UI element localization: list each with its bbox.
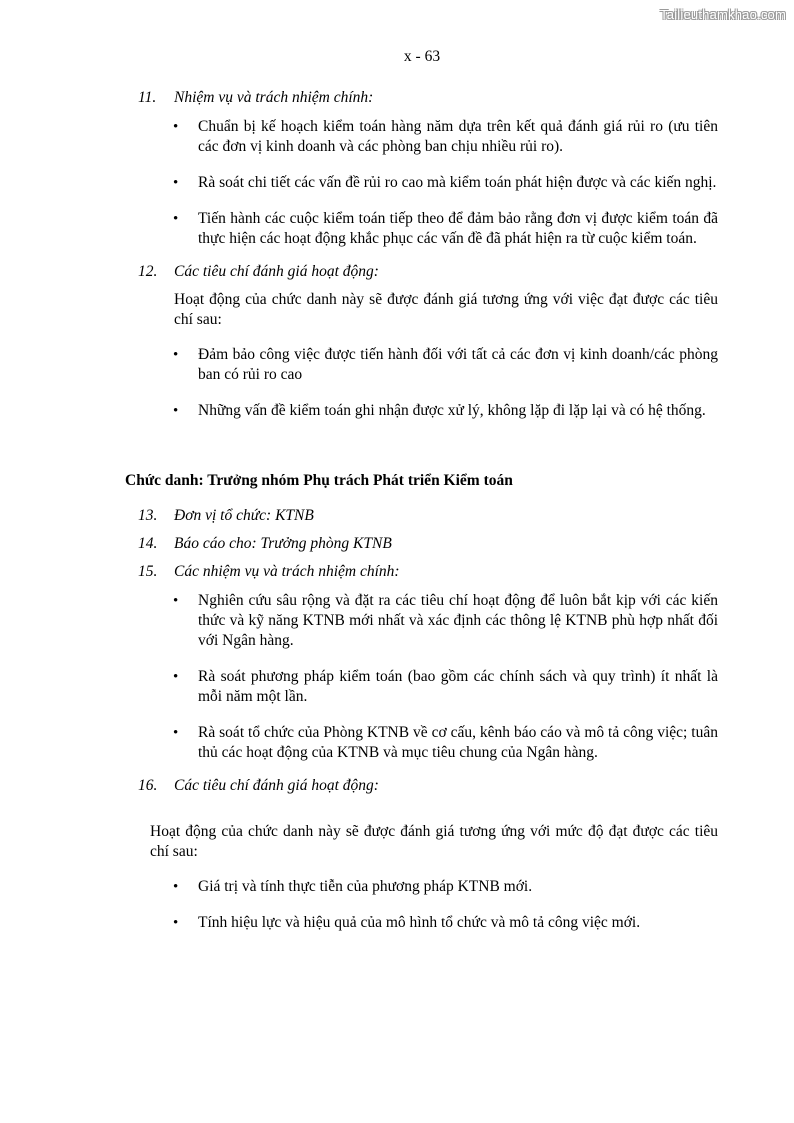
list-item: • Chuẩn bị kế hoạch kiểm toán hàng năm dựa trên kết quả đánh giá rủi ro (ưu tiên các đơn vị kinh doanh và các phòng ban chịu nhiều rủi ro). bbox=[198, 117, 718, 157]
heading-label: Báo cáo cho: Trưởng phòng KTNB bbox=[174, 535, 392, 552]
heading-label: Đơn vị tổ chức: KTNB bbox=[174, 507, 314, 524]
bullet-list-16 bbox=[0, 877, 794, 933]
bullet-list-12 bbox=[0, 345, 794, 421]
heading-14 bbox=[138, 534, 794, 554]
list-item: • Những vấn đề kiểm toán ghi nhận được xử lý, không lặp đi lặp lại và có hệ thống. bbox=[198, 401, 718, 421]
heading-label: Các tiêu chí đánh giá hoạt động: bbox=[174, 263, 379, 280]
heading-number: 15. bbox=[138, 563, 158, 580]
page-number: x - 63 bbox=[403, 48, 441, 65]
bullet-list-15 bbox=[0, 591, 794, 763]
list-item: • Rà soát phương pháp kiểm toán (bao gồm các chính sách và quy trình) ít nhất là mỗi năm một lần. bbox=[198, 667, 718, 707]
paragraph: Hoạt động của chức danh này sẽ được đánh giá tương ứng với việc đạt được các tiêu chí sau: bbox=[174, 291, 718, 328]
list-item: • Rà soát chi tiết các vấn đề rủi ro cao mà kiểm toán phát hiện được và các kiến nghị. bbox=[198, 173, 718, 193]
heading-number: 11. bbox=[138, 89, 157, 106]
heading-number: 16. bbox=[138, 777, 158, 794]
heading-label: Các tiêu chí đánh giá hoạt động: bbox=[174, 777, 379, 794]
list-item: • Nghiên cứu sâu rộng và đặt ra các tiêu chí hoạt động để luôn bắt kịp với các kiến thức và kỹ năng KTNB mới nhất và xác định các thông lệ KTNB phù hợp nhất đối với Ngân hàng. bbox=[198, 591, 718, 651]
list-item: • Rà soát tổ chức của Phòng KTNB về cơ cấu, kênh báo cáo và mô tả công việc; tuân thủ các hoạt động của KTNB và mục tiêu chung của Ngân hàng. bbox=[198, 723, 718, 763]
list-item: • Đảm bảo công việc được tiến hành đối với tất cả các đơn vị kinh doanh/các phòng ban có rủi ro cao bbox=[198, 345, 718, 385]
watermark: Tailieuthamkhao.com bbox=[660, 7, 786, 22]
list-item: • Tiến hành các cuộc kiểm toán tiếp theo để đảm bảo rằng đơn vị được kiểm toán đã thực hiện các hoạt động khắc phục các vấn đề đã phát hiện ra từ cuộc kiểm toán. bbox=[198, 209, 718, 249]
heading-16 bbox=[138, 776, 794, 796]
heading-label: Nhiệm vụ và trách nhiệm chính: bbox=[174, 89, 374, 106]
heading-11 bbox=[138, 88, 794, 108]
document-body bbox=[0, 88, 794, 933]
list-item: • Tính hiệu lực và hiệu quả của mô hình tổ chức và mô tả công việc mới. bbox=[198, 913, 718, 933]
section-title: Chức danh: Trưởng nhóm Phụ trách Phát triển Kiểm toán bbox=[125, 472, 513, 489]
list-item: • Giá trị và tính thực tiễn của phương pháp KTNB mới. bbox=[198, 877, 718, 897]
heading-label: Các nhiệm vụ và trách nhiệm chính: bbox=[174, 563, 400, 580]
bullet-list-11 bbox=[0, 117, 794, 249]
heading-number: 14. bbox=[138, 535, 158, 552]
heading-13 bbox=[138, 506, 794, 526]
heading-number: 12. bbox=[138, 263, 158, 280]
heading-15 bbox=[138, 562, 794, 582]
heading-number: 13. bbox=[138, 507, 158, 524]
paragraph: Hoạt động của chức danh này sẽ được đánh giá tương ứng với mức độ đạt được các tiêu chí sau: bbox=[150, 823, 718, 860]
heading-12 bbox=[138, 262, 794, 282]
